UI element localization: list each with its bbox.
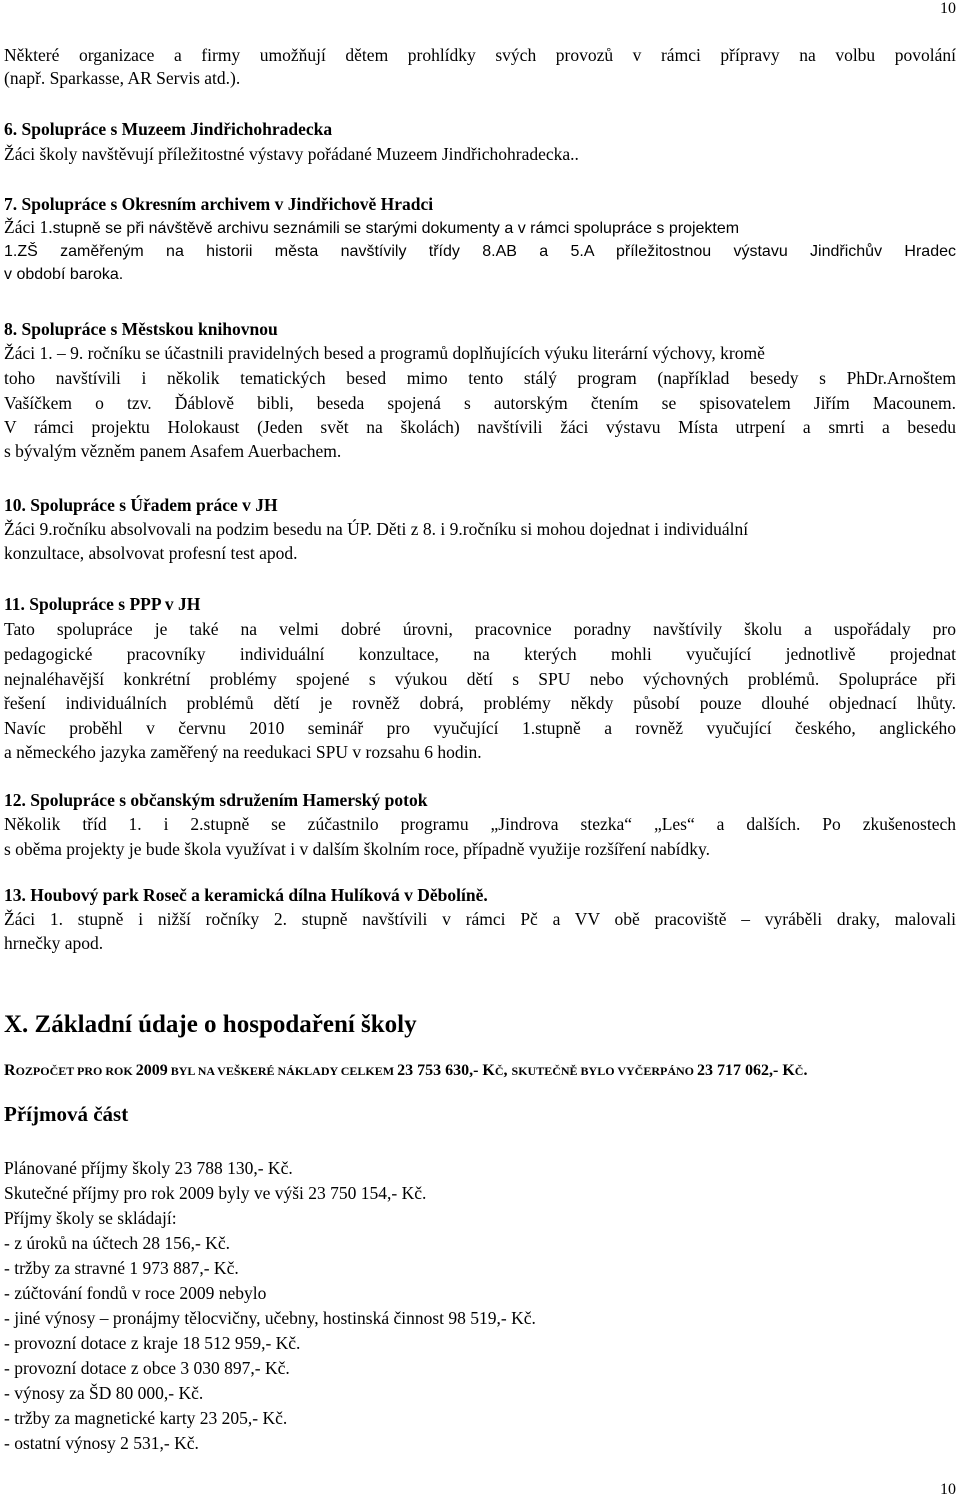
section-11-heading: 11. Spolupráce s PPP v JH [4,594,201,614]
income-item: - provozní dotace z kraje 18 512 959,- Kč. [4,1333,301,1353]
budget-part-5: 23 753 630,- K [397,1062,495,1079]
section-10-line-1: Žáci 9.ročníku absolvovali na podzim besedu na ÚP. Děti z 8. i 9.ročníku si mohou dojednat i individuální [4,519,749,539]
intro-line-2: (např. Sparkasse, AR Servis atd.). [4,68,241,88]
income-item: Plánované příjmy školy 23 788 130,- Kč. [4,1158,293,1178]
section-7-line-3: v období baroka. [4,266,124,283]
budget-part-10: Č [794,1064,804,1078]
section-11-line-1: Tato spolupráce je také na velmi dobré úrovni, pracovnice poradny navštívily školu a uspořádaly pro [4,619,956,639]
section-13-heading: 13. Houbový park Roseč a keramická dílna Hulíková v Děbolíně. [4,885,488,905]
section-7-line-1 [4,216,956,240]
budget-part-1: R [4,1062,16,1079]
income-item: - zúčtování fondů v roce 2009 nebylo [4,1283,267,1303]
budget-part-2: OZPOČET PRO ROK [15,1064,136,1078]
income-item: Skutečné příjmy pro rok 2009 byly ve výši 23 750 154,- Kč. [4,1183,427,1203]
section-12-line-2: s oběma projekty je bude škola využívat i v dalším školním roce, případně využije rozšíření nabídky. [4,839,710,859]
budget-part-3: 2009 [135,1062,168,1079]
section-8-line-1 [4,342,956,364]
section-11-line-2: pedagogické pracovníky individuální konzultace, na kterých mohli vyučující jednotlivě projednat [4,644,956,664]
section-7-line-2: 1.ZŠ zaměřeným na historii města navštívily třídy 8.AB a 5.A příležitostnou výstavu Jindřichův Hradec [4,243,956,260]
budget-part-11: . [803,1062,808,1079]
budget-part-9: 23 717 062,- K [697,1062,795,1079]
section-11-line-3: nejnaléhavější konkrétní problémy spojené s výukou dětí s SPU nebo výchovných problémů. Spolupráce při [4,669,956,689]
budget-line [4,1060,956,1082]
section-11-line-4: řešení individuálních problémů dětí je rovněž dobrá, problémy někdy působí pouze dlouhé objednací lhůty. [4,693,956,713]
income-item: - z úroků na účtech 28 156,- Kč. [4,1233,230,1253]
income-item: - jiné výnosy – pronájmy tělocvičny, učebny, hostinská činnost 98 519,- Kč. [4,1308,536,1328]
section-8-line-1-start: Žáci 1. – 9. [4,343,84,363]
section-8-line-2: toho navštívili i několik tematických besed mimo tento stálý program (například besedy s PhDr.Arnoštem [4,368,956,388]
income-heading: Příjmová část [4,1102,129,1126]
section-8-line-1-rest: ročníku se účastnili pravidelných besed a programů doplňujících výuku literární výchovy, kromě [87,343,765,363]
section-8-heading: 8. Spolupráce s Městskou knihovnou [4,319,278,339]
section-8-line-3: Vašíčkem o tzv. Ďáblově bibli, beseda spojená s autorským čtením se spisovatelem Jiřím Macounem. [4,393,956,413]
section-10-heading: 10. Spolupráce s Úřadem práce v JH [4,495,278,515]
section-8-line-4: V rámci projektu Holokaust (Jeden svět na školách) navštívili žáci výstavu Místa utrpení a smrti a besedu [4,417,956,437]
section-10-line-2: konzultace, absolvovat profesní test apod. [4,543,298,563]
income-item: Příjmy školy se skládají: [4,1208,177,1228]
income-item: - provozní dotace z obce 3 030 897,- Kč. [4,1358,290,1378]
section-13-line-2: hrnečky apod. [4,933,104,953]
intro-line-1: Některé organizace a firmy umožňují dětem prohlídky svých provozů v rámci přípravy na volbu povolání [4,45,956,65]
page-number-bottom: 10 [940,1481,956,1498]
section-7-line-1-start: Žáci 1. [4,217,53,237]
budget-part-7: , [503,1062,512,1079]
income-item: - ostatní výnosy 2 531,- Kč. [4,1433,199,1453]
section-11-line-5: Navíc proběhl v červnu 2010 seminář pro vyučující 1.stupně a rovněž vyučující českého, anglického [4,718,956,738]
budget-part-6: Č [494,1064,504,1078]
income-item: - tržby za magnetické karty 23 205,- Kč. [4,1408,288,1428]
budget-part-4: BYL NA VEŠKERÉ NÁKLADY CELKEM [167,1064,398,1078]
section-13-line-1: Žáci 1. stupně i nižší ročníky 2. stupně navštívili v rámci Pč a VV obě pracoviště – vyráběli draky, malovali [4,909,956,929]
income-item: - výnosy za ŠD 80 000,- Kč. [4,1383,204,1403]
section-7-heading: 7. Spolupráce s Okresním archivem v Jindřichově Hradci [4,194,434,214]
section-11-line-6: a německého jazyka zaměřený na reedukaci SPU v rozsahu 6 hodin. [4,742,482,762]
page-number-top: 10 [940,0,956,17]
section-12-heading: 12. Spolupráce s občanským sdružením Hamerský potok [4,790,428,810]
section-12-line-1: Několik tříd 1. i 2.stupně se zúčastnilo programu „Jindrova stezka“ „Les“ a dalších. Po zkušenostech [4,814,956,834]
section-6-text: Žáci školy navštěvují příležitostné výstavy pořádané Muzeem Jindřichohradecka.. [4,144,579,164]
section-x-title: X. Základní údaje o hospodaření školy [4,1011,417,1038]
section-6-heading: 6. Spolupráce s Muzeem Jindřichohradecka [4,119,333,139]
section-8-line-5: s bývalým vězněm panem Asafem Auerbachem. [4,441,342,461]
section-7-line-1-rest: stupně se při návštěvě archivu seznámili se starými dokumenty a v rámci spolupráce s projektem [52,220,740,237]
budget-part-8: SKUTEČNĚ BYLO VYČERPÁNO [511,1064,698,1078]
income-item: - tržby za stravné 1 973 887,- Kč. [4,1258,239,1278]
